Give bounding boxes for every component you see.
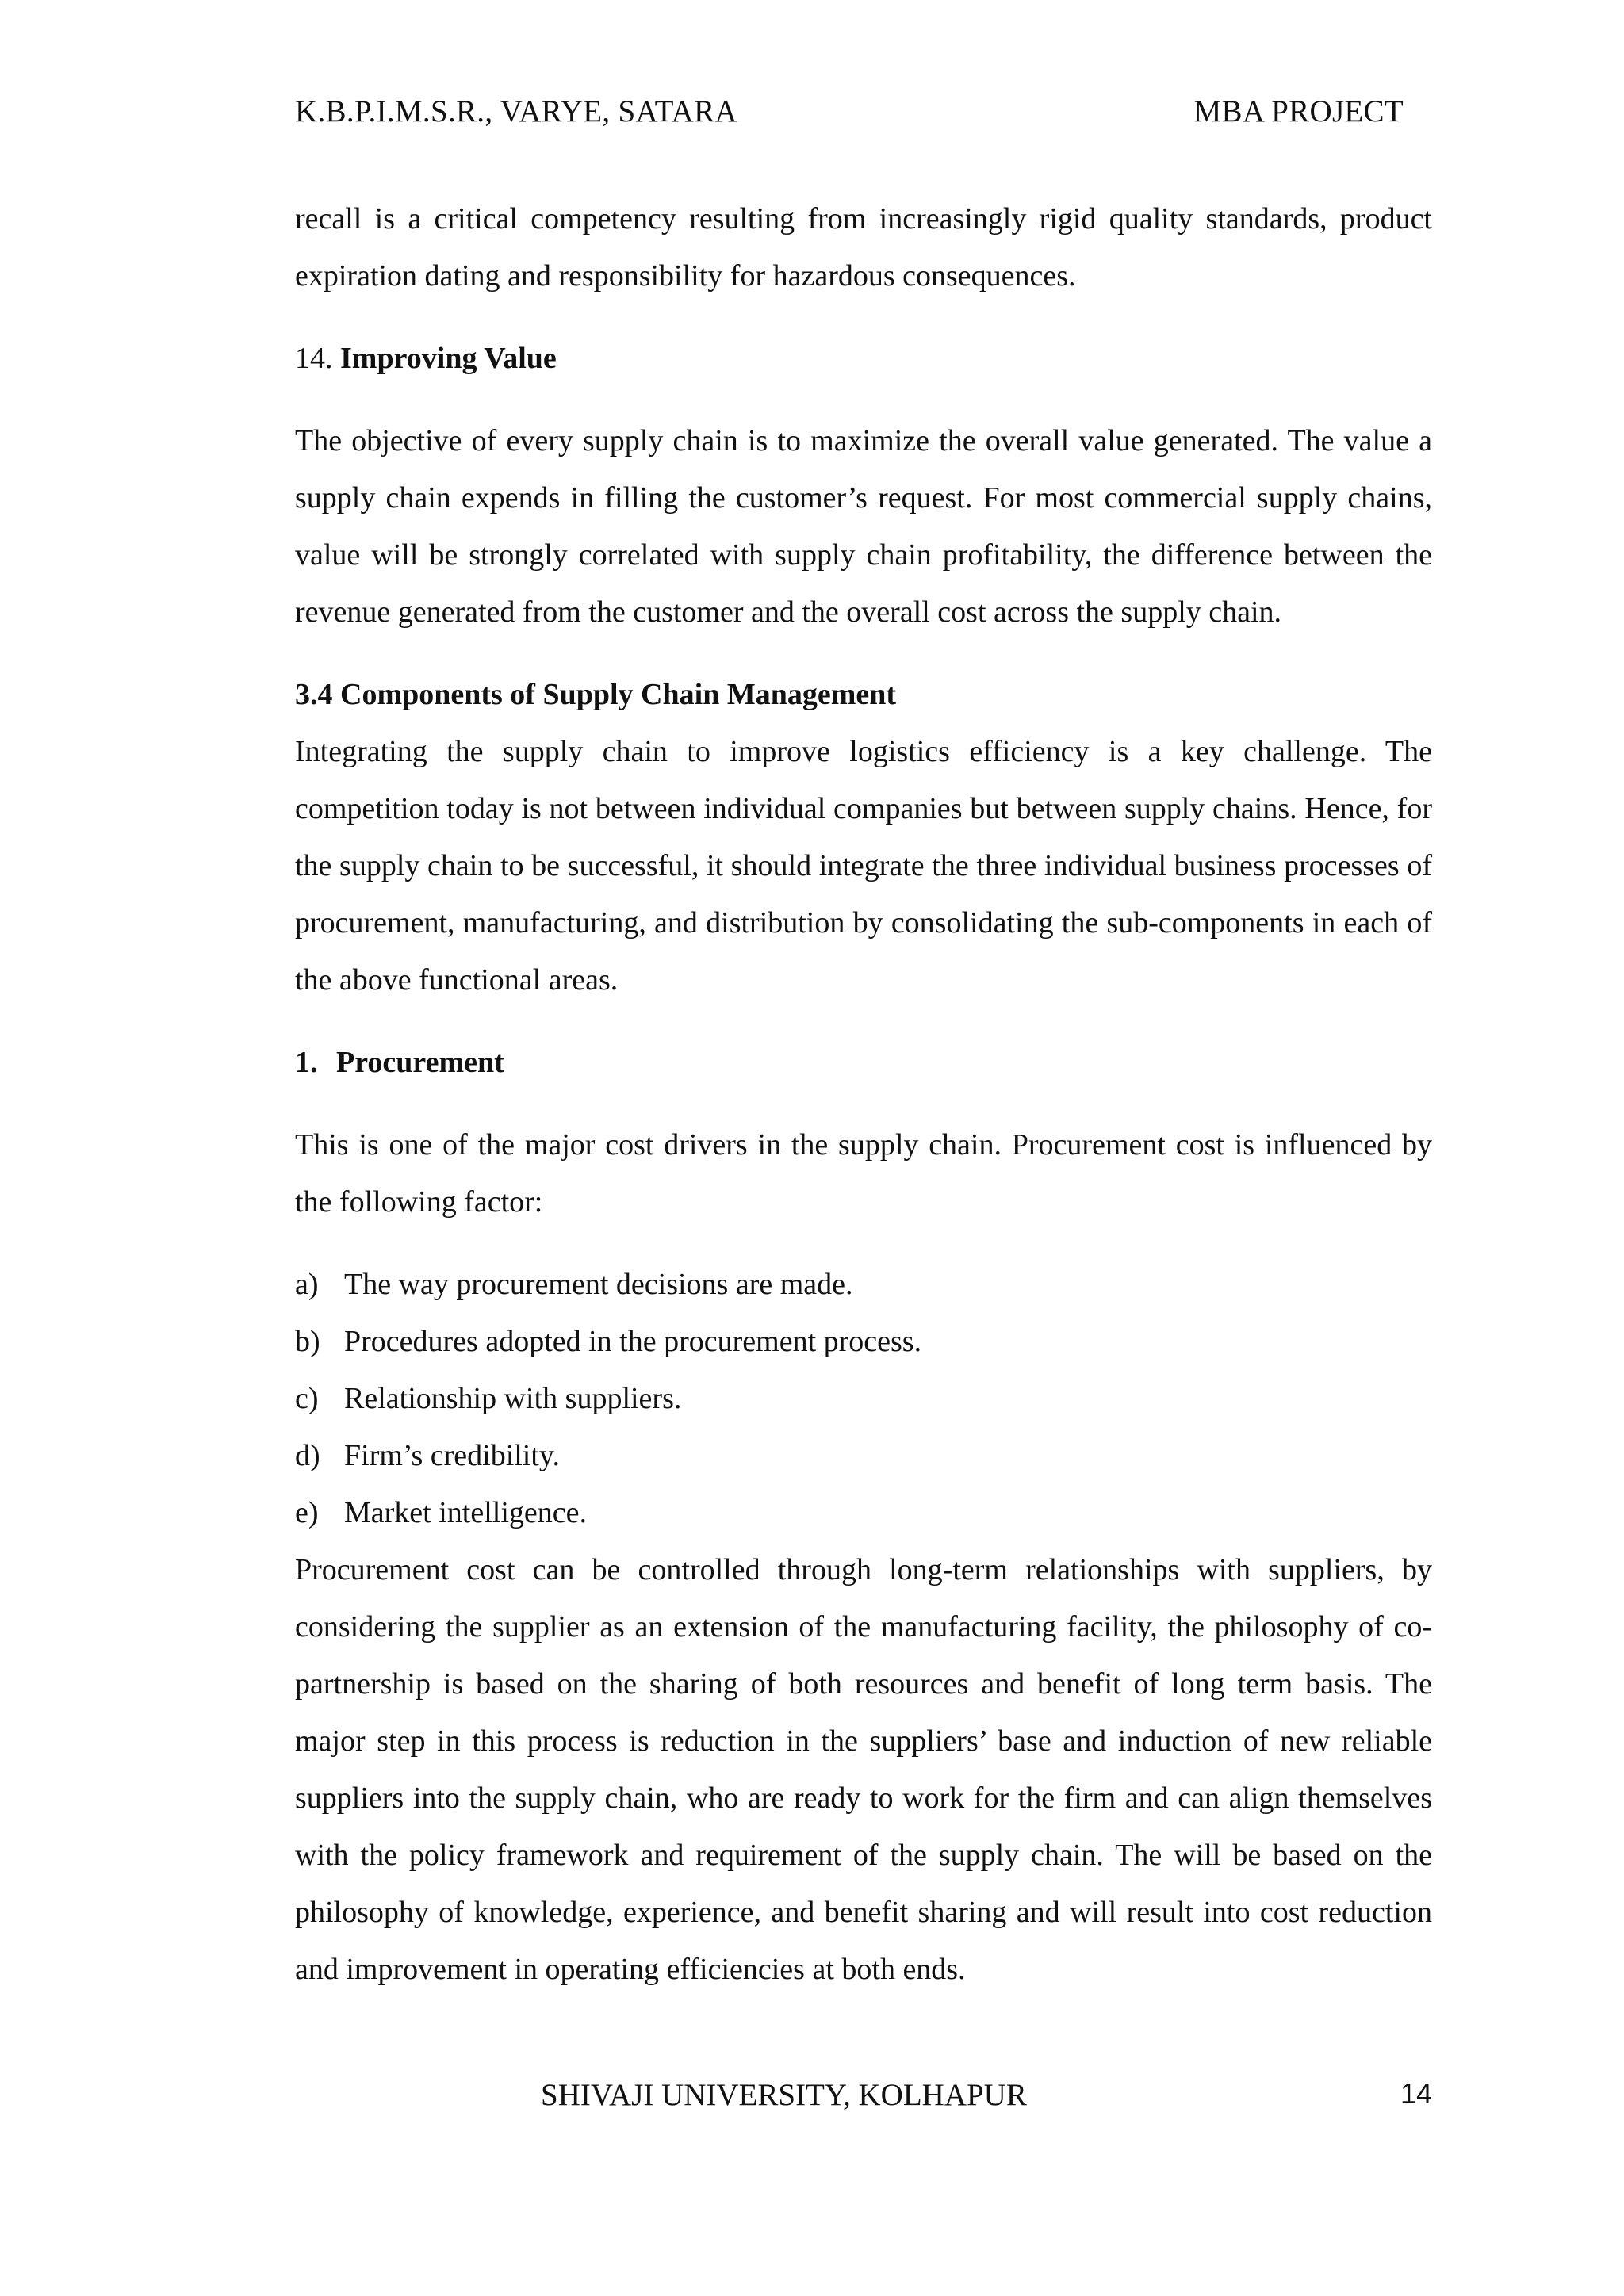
section-14-title: Improving Value [340, 342, 557, 375]
section-3-4-heading [295, 666, 1432, 723]
header-institute: K.B.P.I.M.S.R., VARYE, SATARA [295, 94, 737, 128]
procurement-paragraph: Procurement cost can be controlled through long-term relationships with suppliers, by considering the supplier as an extension of the manufacturing facility, the philosophy of co-partnership is based on the sharing of both resources and benefit of long term basis. The major step in this process is reduction in the suppliers’ base and induction of new reliable suppliers into the supply chain, who are ready to work for the firm and can align themselves with the policy framework and requirement of the supply chain. The will be based on the philosophy of knowledge, experience, and benefit sharing and will result into cost reduction and improvement in operating efficiencies at both ends. [295, 1553, 1432, 1986]
page-number: 14 [1400, 2077, 1432, 2110]
list-text: The way procurement decisions are made. [344, 1268, 853, 1301]
section-14-number: 14. [295, 342, 333, 375]
section-14-heading [295, 330, 1432, 387]
page-body [295, 190, 1432, 1998]
procurement-intro: This is one of the major cost drivers in the supply chain. Procurement cost is influenced by the following factor: [295, 1128, 1432, 1219]
header-project: MBA PROJECT [1193, 94, 1404, 128]
section-3-4-paragraph: Integrating the supply chain to improve logistics efficiency is a key challenge. The competition today is not between individual companies but between supply chains. Hence, for the supply chain to be successful, it should integrate the three individual business processes of procurement, manufacturing, and distribution by consolidating the sub-components in each of the above functional areas. [295, 735, 1432, 997]
procurement-factors-list [295, 1256, 1432, 1541]
list-marker: a) [295, 1268, 319, 1301]
list-item [295, 1427, 1432, 1484]
list-text: Procedures adopted in the procurement process. [344, 1325, 922, 1358]
list-marker: c) [295, 1382, 319, 1415]
list-item [295, 1370, 1432, 1427]
list-item [295, 1256, 1432, 1313]
list-item [295, 1313, 1432, 1370]
procurement-heading [295, 1034, 1432, 1091]
procurement-title: Procurement [336, 1046, 504, 1079]
section-14-paragraph: The objective of every supply chain is to maximize the overall value generated. The value a supply chain expends in filling the customer’s request. For most commercial supply chains, value will be strongly correlated with supply chain profitability, the difference between the revenue generated from the customer and the overall cost across the supply chain. [295, 424, 1432, 629]
section-3-4-title: 3.4 Components of Supply Chain Management [295, 678, 896, 711]
list-marker: b) [295, 1325, 320, 1358]
list-item [295, 1484, 1432, 1541]
list-text: Firm’s credibility. [344, 1439, 560, 1472]
list-marker: d) [295, 1439, 320, 1472]
list-marker: e) [295, 1496, 319, 1529]
list-text: Market intelligence. [344, 1496, 587, 1529]
list-text: Relationship with suppliers. [344, 1382, 682, 1415]
footer-university: SHIVAJI UNIVERSITY, KOLHAPUR [541, 2078, 1027, 2112]
procurement-number: 1. [295, 1046, 318, 1079]
intro-paragraph: recall is a critical competency resulting from increasingly rigid quality standards, product expiration dating and responsibility for hazardous consequences. [295, 202, 1432, 293]
